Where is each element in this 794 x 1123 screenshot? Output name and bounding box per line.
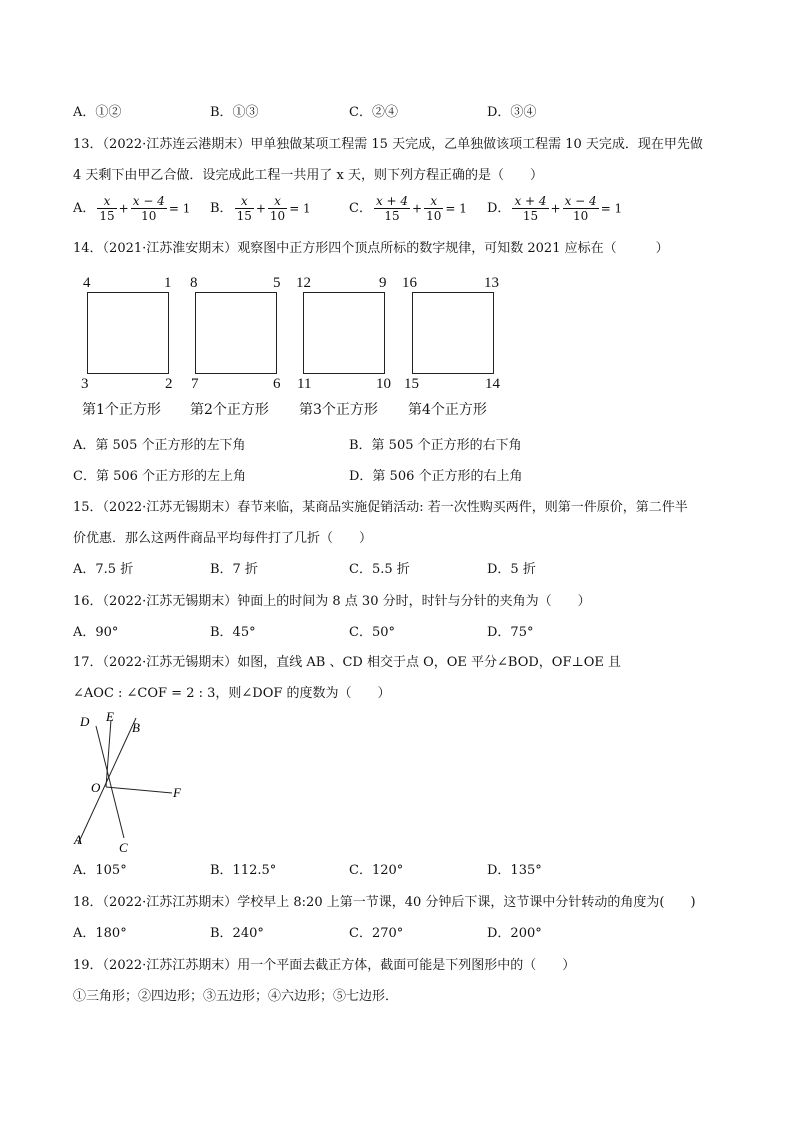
q13-option-d[interactable]: D． $\frac{x + 4}{15}$ + $\frac{x - 4}{10}$ = 1 — [487, 194, 623, 223]
q15-option-b[interactable]: B．7 折 — [210, 562, 258, 577]
square — [303, 292, 385, 374]
square — [412, 292, 494, 374]
q18-option-c[interactable]: C．270° — [349, 926, 404, 941]
q14-option-a[interactable]: A．第 505 个正方形的左下角 — [73, 438, 246, 453]
square-label: 第3个正方形 — [299, 402, 378, 418]
square-figure-2 — [183, 271, 293, 421]
q17-stem-line1: 17．（2022·江苏无锡期末）如图，直线 AB 、CD 相交于点 O，OE 平分∠BOD，OF⊥OE 且 — [73, 655, 621, 670]
corner-top-right: 9 — [379, 275, 387, 291]
q18-option-d[interactable]: D．200° — [487, 926, 542, 941]
fraction: $\frac{x - 4}{10}$ — [132, 194, 165, 223]
option-label: A． — [73, 201, 96, 216]
square-label: 第2个正方形 — [190, 402, 269, 418]
corner-bottom-right: 2 — [165, 376, 173, 392]
q17-stem-line2: ∠AOC : ∠COF = 2 : 3，则∠DOF 的度数为（ ） — [73, 686, 391, 701]
square — [195, 292, 277, 374]
square — [87, 292, 169, 374]
q14-stem: 14．（2021·江苏淮安期末）观察图中正方形四个顶点所标的数字规律，可知数 2021 应标在（ ） — [73, 241, 669, 256]
q12-option-b[interactable]: B．①③ — [210, 105, 259, 120]
q13-option-b[interactable]: B． $\frac{x}{15}$ + $\frac{x}{10}$ = 1 — [210, 194, 311, 223]
square-figure-1 — [75, 271, 185, 421]
point-c-label: C — [119, 840, 128, 855]
q14-option-c[interactable]: C．第 506 个正方形的左上角 — [73, 469, 247, 484]
q18-stem: 18．（2022·江苏江苏期末）学校早上 8:20 上第一节课，40 分钟后下课，这节课中分针转动的角度为( ) — [73, 895, 696, 910]
q15-stem-line2: 价优惠．那么这两件商品平均每件打了几折（ ） — [73, 531, 373, 546]
fraction: $\frac{x - 4}{10}$ — [564, 194, 597, 223]
q13-stem-line2: 4 天剩下由甲乙合做．设完成此工程一共用了 x 天，则下列方程正确的是（ ） — [73, 168, 544, 183]
square-label: 第1个正方形 — [82, 402, 161, 418]
point-d-label: D — [80, 714, 90, 729]
point-b-label: B — [132, 720, 140, 735]
point-a-label: A — [74, 832, 82, 847]
q17-option-a[interactable]: A．105° — [73, 863, 127, 878]
q19-shape-list: ①三角形；②四边形；③五边形；④六边形；⑤七边形． — [73, 989, 399, 1004]
square-figure-3 — [291, 271, 401, 421]
corner-top-left: 8 — [190, 275, 198, 291]
corner-bottom-left: 15 — [404, 376, 419, 392]
q17-option-b[interactable]: B．112.5° — [210, 863, 277, 878]
ray-of — [106, 787, 172, 793]
q16-option-d[interactable]: D．75° — [487, 625, 534, 640]
q16-option-b[interactable]: B．45° — [210, 625, 256, 640]
fraction: $\frac{x + 4}{15}$ — [514, 194, 547, 223]
q17-option-d[interactable]: D．135° — [487, 863, 542, 878]
q14-option-d[interactable]: D．第 506 个正方形的右上角 — [349, 469, 523, 484]
q12-option-d[interactable]: D．③④ — [487, 105, 537, 120]
q13-stem-line1: 13．（2022·江苏连云港期末）甲单独做某项工程需 15 天完成，乙单独做该项工程需 10 天完成．现在甲先做 — [73, 137, 703, 152]
point-f-label: F — [173, 785, 181, 800]
fraction: $\frac{x}{10}$ — [426, 194, 442, 223]
corner-bottom-left: 7 — [191, 376, 199, 392]
corner-bottom-right: 14 — [485, 376, 500, 392]
q13-option-a[interactable]: A． $\frac{x}{15}$ + $\frac{x - 4}{10}$ = 1 — [73, 194, 191, 223]
q18-option-a[interactable]: A．180° — [73, 926, 127, 941]
line-ab — [78, 718, 136, 844]
option-label: C． — [349, 201, 372, 216]
lines-intersection-figure — [70, 706, 200, 856]
corner-bottom-left: 3 — [81, 376, 89, 392]
corner-top-right: 13 — [484, 275, 499, 291]
fraction: $\frac{x}{10}$ — [269, 194, 286, 223]
q19-stem: 19．（2022·江苏江苏期末）用一个平面去截正方体，截面可能是下列图形中的（ ） — [73, 958, 576, 973]
corner-bottom-right: 6 — [273, 376, 281, 392]
corner-bottom-left: 11 — [297, 376, 312, 392]
corner-bottom-right: 10 — [376, 376, 391, 392]
fraction: $\frac{x + 4}{15}$ — [375, 194, 409, 223]
q17-option-c[interactable]: C．120° — [349, 863, 404, 878]
q12-option-c[interactable]: C．②④ — [349, 105, 398, 120]
q15-option-c[interactable]: C．5.5 折 — [349, 562, 410, 577]
q15-option-d[interactable]: D．5 折 — [487, 562, 536, 577]
q15-option-a[interactable]: A．7.5 折 — [73, 562, 134, 577]
corner-top-left: 4 — [83, 275, 91, 291]
q16-option-a[interactable]: A．90° — [73, 625, 119, 640]
corner-top-left: 12 — [296, 275, 311, 291]
point-o-label: O — [91, 780, 101, 795]
q16-option-c[interactable]: C．50° — [349, 625, 395, 640]
square-figure-4 — [400, 271, 510, 421]
q18-option-b[interactable]: B．240° — [210, 926, 264, 941]
fraction: $\frac{x}{15}$ — [99, 194, 115, 223]
q15-stem-line1: 15．（2022·江苏无锡期末）春节来临，某商品实施促销活动: 若一次性购买两件，则第一件原价，第二件半 — [73, 500, 688, 515]
q16-stem: 16．（2022·江苏无锡期末）钟面上的时间为 8 点 30 分时，时针与分针的夹角为（ ） — [73, 594, 591, 609]
corner-top-right: 1 — [164, 275, 172, 291]
q14-option-b[interactable]: B．第 505 个正方形的右下角 — [349, 438, 522, 453]
option-label: D． — [487, 201, 511, 216]
q12-option-a[interactable]: A．①② — [73, 105, 122, 120]
corner-top-left: 16 — [402, 275, 417, 291]
q13-option-c[interactable]: C． $\frac{x + 4}{15}$ + $\frac{x}{10}$ = 1 — [349, 194, 467, 223]
point-e-label: E — [106, 709, 114, 724]
option-label: B． — [210, 201, 233, 216]
square-label: 第4个正方形 — [408, 402, 487, 418]
corner-top-right: 5 — [273, 275, 281, 291]
fraction: $\frac{x}{15}$ — [236, 194, 252, 223]
